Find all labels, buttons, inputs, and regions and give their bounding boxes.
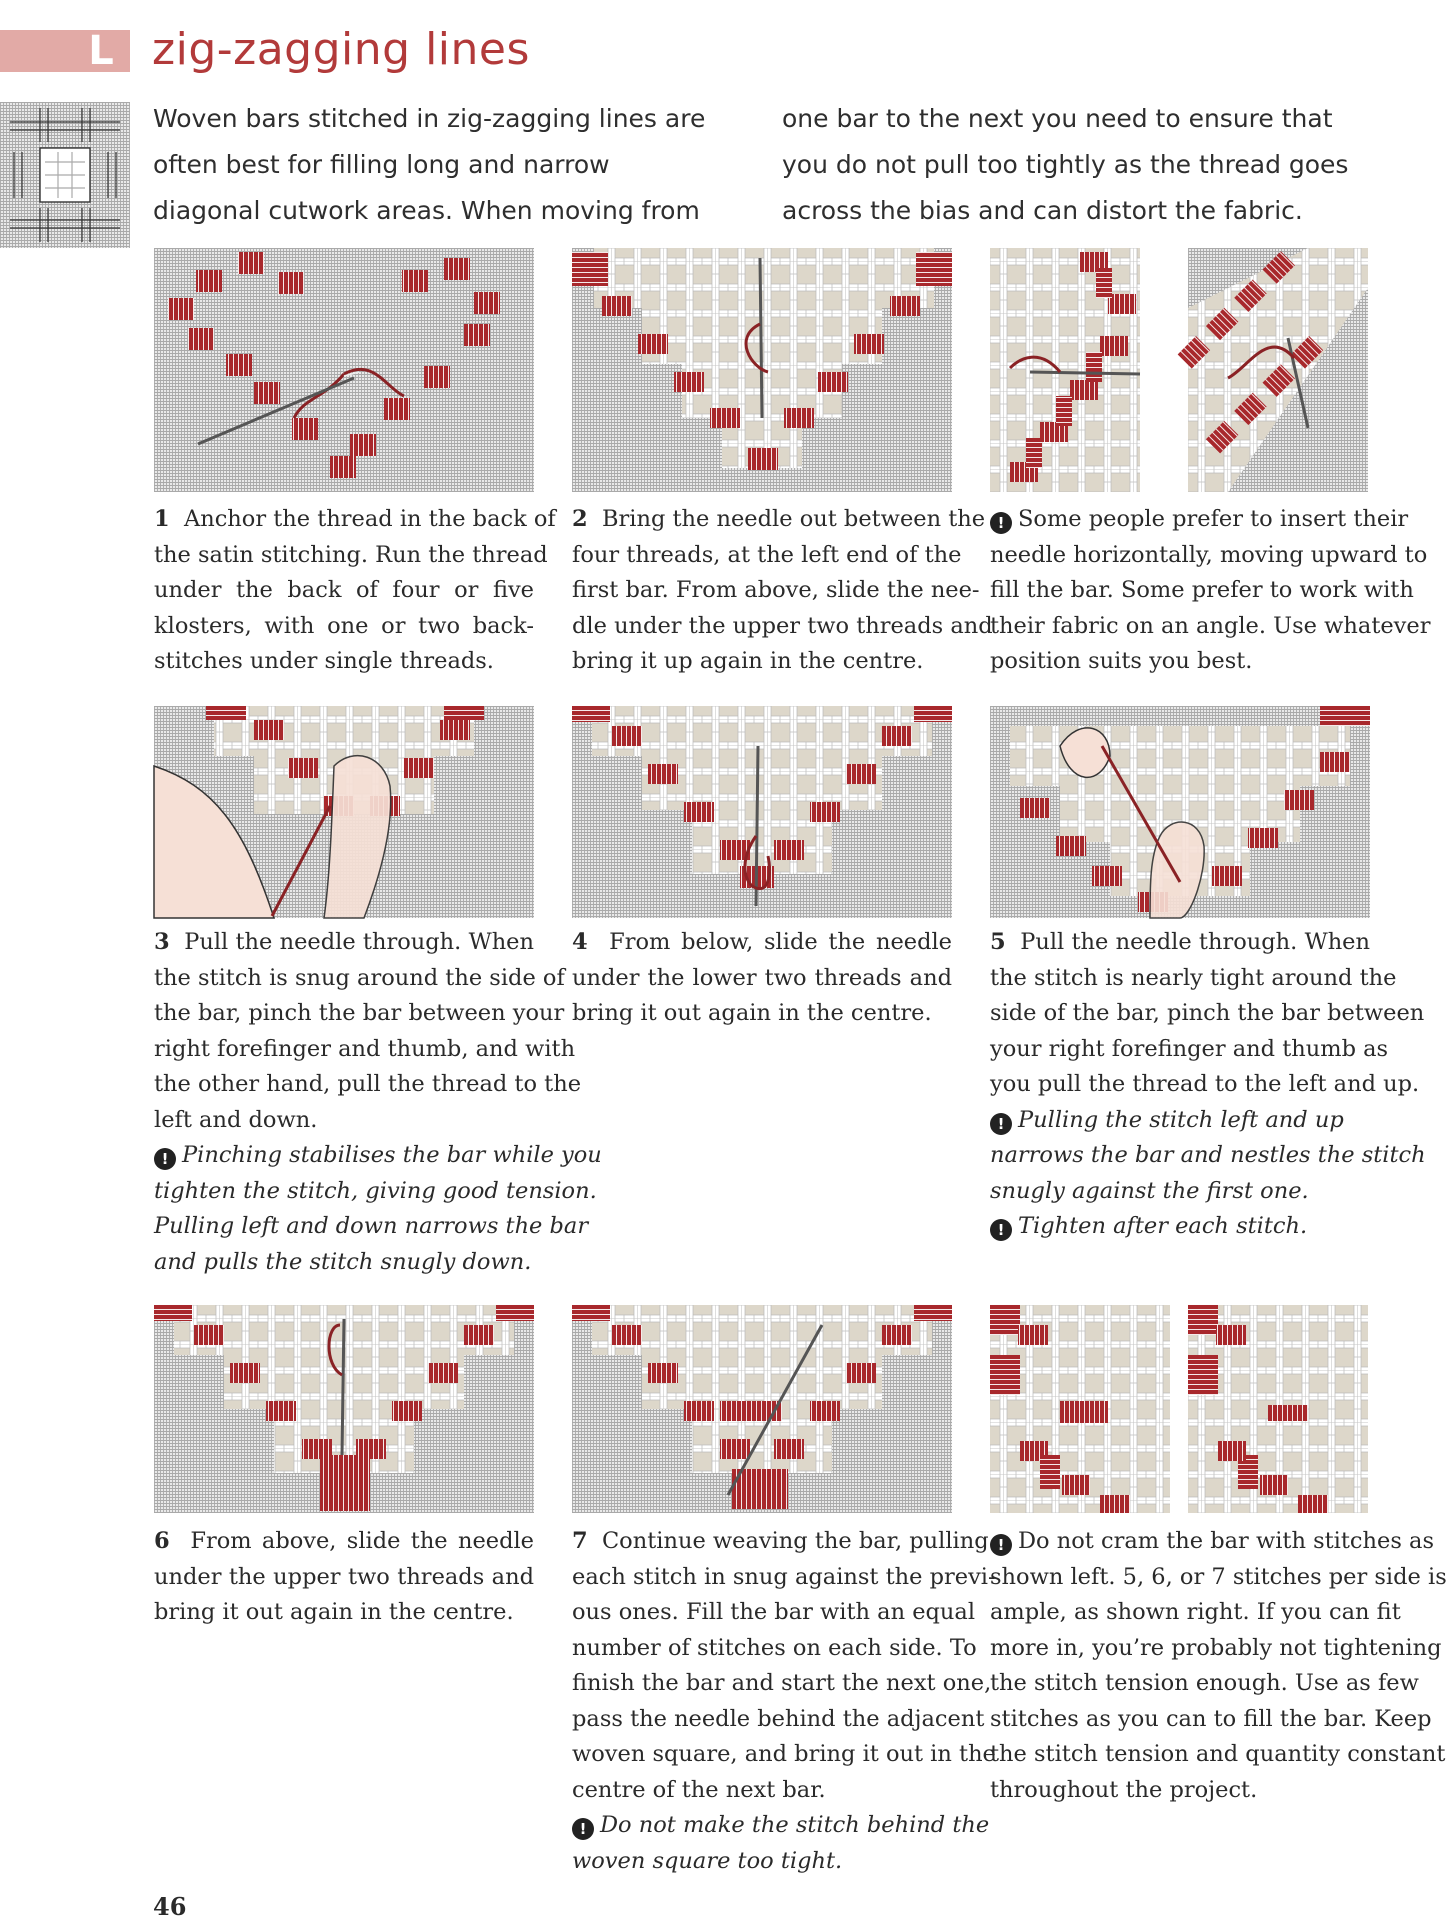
intro-right-column: one bar to the next you need to ensure that you do not pull too tightly as the thread goes across the bias and can distort the fabric. [782, 104, 1349, 225]
tip-b-caption: ! Do not cram the bar with stitches as shown left. 5, 6, or 7 stitches per side is ample, as shown right. If you can fit more in, you’re probably not tightening the stitch tension enough. Use as few stitches as you can to fill the bar. Keep the stitch tension and quantity constant throughout the project. [990, 1528, 1447, 1803]
tip-bullet-icon: ! [990, 512, 1012, 534]
tip-bullet-icon: ! [990, 1113, 1012, 1135]
caption-step-1: 1 Anchor the thread in the back of the satin stitching. Run the thread under the back of four or five klosters, with one or two back- stitches under single threads. [154, 506, 556, 674]
step-2-illustration [572, 248, 952, 492]
caption-step-7: 7 Continue weaving the bar, pulling each stitch in snug against the previ- ous ones. Fill the bar with an equal number of stitches on each side. To finish the bar and start the next one, pass the needle behind the adjacent woven square, and bring it out in the centre of the next bar. ! Do not make the stitch behind the woven square too tight. [572, 1528, 996, 1874]
tip-bullet-icon: ! [572, 1818, 594, 1840]
step-4-illustration [572, 706, 952, 918]
step-6-illustration [154, 1305, 534, 1513]
step-3-illustration [154, 706, 534, 918]
tip-b-illustration-left [990, 1305, 1170, 1513]
step-1-illustration [154, 248, 534, 492]
tip-a-illustration-right [1188, 248, 1368, 492]
tip-bullet-icon: ! [990, 1219, 1012, 1241]
caption-step-6: 6 From above, slide the needle under the upper two threads and bring it out again in the centre. [154, 1528, 534, 1625]
tip-a-caption: ! Some people prefer to insert their needle horizontally, moving upward to fill the bar. Some prefer to work with their fabric on an angle. Use whatever position suits you best. [990, 506, 1431, 674]
tip-a-illustration-left [990, 248, 1140, 492]
tip-bullet-icon: ! [154, 1148, 176, 1170]
caption-step-2: 2 Bring the needle out between the four threads, at the left end of the first bar. From above, slide the nee- dle under the upper two threads and bring it up again in the centre. [572, 506, 993, 674]
caption-step-5: 5 Pull the needle through. When the stitch is nearly tight around the side of the bar, pinch the bar between your right forefinger and thumb as you pull the thread to the left and up. ! Pulling the stitch left and up narrows the bar and nestles the stitch snugly against the first one. ! Tighten after each stitch. [990, 929, 1426, 1239]
step-5-illustration [990, 706, 1370, 918]
section-letter: L [88, 28, 114, 74]
tip-bullet-icon: ! [990, 1534, 1012, 1556]
caption-step-3: 3 Pull the needle through. When the stitch is snug around the side of the bar, pinch the bar between your right forefinger and thumb, and with the other hand, pull the thread to the left and down. ! Pinching stabilises the bar while you tighten the stitch, giving good tension. Pulling left and down narrows the bar and pulls the stitch snugly down. [154, 929, 602, 1275]
caption-step-4: 4 From below, slide the needle under the lower two threads and bring it out again in the centre. [572, 929, 952, 1026]
tip-b-illustration-right [1188, 1305, 1368, 1513]
intro-left-column: Woven bars stitched in zig-zagging lines are often best for filling long and narrow diagonal cutwork areas. When moving from [153, 104, 706, 225]
step-7-illustration [572, 1305, 952, 1513]
page-title: zig-zagging lines [152, 24, 530, 75]
hardanger-motif-icon [0, 102, 130, 248]
page-number: 46 [153, 1892, 187, 1921]
